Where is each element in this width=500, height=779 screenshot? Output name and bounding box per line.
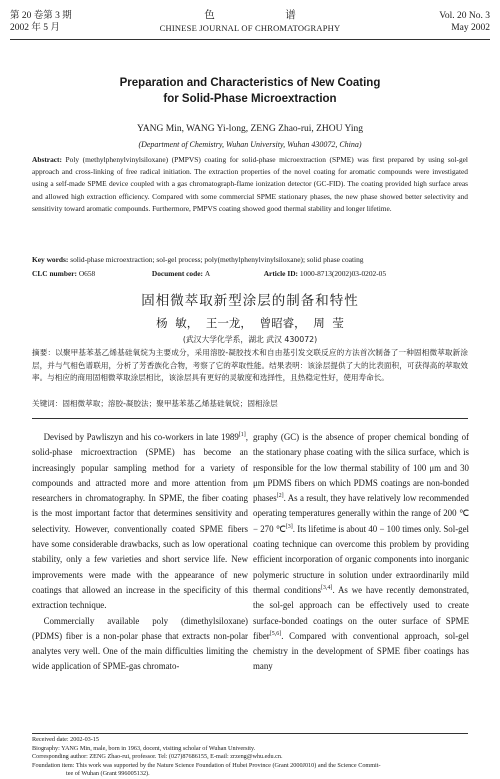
biography: Biography: YANG Min, male, born in 1963, docent, visiting scholar of Wuhan University. (32, 744, 256, 752)
foundation-item-continued: tee of Wuhan (Grant 996005132). (66, 770, 150, 778)
volume-issue-en: Vol. 20 No. 3 (439, 11, 490, 21)
citation-marker: [1] (238, 432, 246, 439)
abstract-label: Abstract: (32, 155, 62, 164)
foundation-item: Foundation item: This work was supported by the Nature Science Foundation of Hubei Province (Grant 2000J010) and the Science Commit- (32, 761, 381, 769)
affiliation: (Department of Chemistry, Wuhan University, Wuhan 430072, China) (138, 140, 362, 149)
running-header-journal (0, 10, 500, 34)
paper-title-cn: 固相微萃取新型涂层的制备和特性 (141, 293, 359, 309)
clc-value: O658 (78, 269, 96, 278)
author-list: YANG Min, WANG Yi-long, ZENG Zhao-rui, ZHOU Ying (136, 124, 364, 134)
body-paragraph: graphy (GC) is the absence of proper chemical bonding of the stationary phase coating with the silica surface, which is responsible for the low thermal stability of 100 μm and 30 μm PDMS fibers on which PDMS coatings are non-bonded phases[2]. As a result, they have relatively low recommended operating temperatures generally within the range of 200 ℃ − 270 ℃[3]. Its lifetime is about 40 − 100 times only. Sol-gel coating technique can overcome this problem by providing efficient incorporation of organic components into inorganic polymeric structure in solution under extraordinarily mild thermal conditions[3,4]. As we have recently demonstrated, the sol-gel approach can be effectively used to create surface-bonded coatings on the outer surface of SPME fiber[5,6]. Compared with conventional approach, sol-gel chemistry in the development of SPME fiber coatings has many (253, 432, 469, 672)
header-rule (10, 39, 490, 40)
corresponding-author: Corresponding author: ZENG Zhao-rui, professor. Tel: (027)87686155, E-mail: zrzeng@whu.edu.cn. (32, 753, 283, 761)
keywords-label: Key words: (32, 255, 69, 264)
title-line-1: Preparation and Characteristics of New Coating (119, 77, 381, 89)
keywords-text: solid-phase microextraction; sol-gel process; poly(methylphenylvinylsiloxane); solid phase coating (70, 255, 364, 264)
article-id-value: 1000-8713(2002)03-0202-05 (299, 269, 387, 278)
citation-marker: [3,4] (320, 585, 333, 591)
abstract-cn: 摘要：以聚甲基苯基乙烯基硅氧烷为主要成分，采用溶胶-凝胶技术和自由基引发交联反应的方法首次制备了一种固相微萃取新涂层，并与气相色谱联用，分析了芳香族化合物，考察了它的萃取性能。结果表明：该涂层提供了大的比表面积，可获得高的萃取效率。与相应的商用固相微萃取涂层相比，该涂层具有更好的灵敏度和选择性，且热稳定性好，使用寿命长。 (32, 348, 468, 383)
article-id-label: Article ID: (263, 269, 298, 278)
title-line-2: for Solid-Phase Microextraction (163, 93, 337, 105)
citation-marker: [3] (285, 523, 293, 530)
clc-label: CLC number: (32, 269, 77, 278)
date-cn: 2002 年 5 月 (10, 23, 60, 33)
citation-marker: [2] (276, 493, 284, 500)
keywords-en (32, 254, 468, 266)
footnotes (32, 736, 468, 779)
body-paragraph: Commercially available poly (dimethylsiloxane) (PDMS) fiber is a non-polar phase that extracts non-polar analytes very well. One of the main difficulties limiting the wide application of SPME-gas chromato- (32, 615, 248, 672)
doc-code-label: Document code: (151, 269, 203, 278)
body-column-right (253, 430, 469, 675)
abstract-text: Poly (methylphenylvinylsiloxane) (PMPVS) coating for solid-phase microextraction (SPME) was first prepared by using sol-gel approach and cross-linking of free radical initiation. The extraction properties of the novel coating for aromatic compounds were investigated using a self-made SPME device coupled with a gas chromatograph-flame ionization detector (GC-FID). The coating provided high surface areas and allowed high extraction efficiency. Compared with some commercial SPME stationary phases, the new phase showed better selectivity and sensitivity toward aromatic compounds. Furthermore, PMPVS coating showed good thermal stability and longer lifetime. (32, 155, 468, 213)
citation-marker: [5,6] (269, 630, 282, 637)
doc-code-value: A (204, 269, 211, 278)
running-header-right (439, 10, 490, 34)
footnote-rule (32, 733, 468, 734)
affiliation-cn: (武汉大学化学系，湖北 武汉 430072) (182, 335, 318, 344)
abstract-en (32, 154, 468, 215)
body-paragraph: Devised by Pawliszyn and his co-workers in late 1989[1], solid-phase microextraction (SPME) has become an increasingly popular sampling method for a variety of compounds and attracted more and more attention from researchers in chromatography. In SPME, the fiber coating is the most important factor that determines sensitivity and selectivity. However, conventionally coated SPME fibers have some considerable drawbacks, such as low operational stability, only a few varieties and short service life. New improvements were made with the appearance of new coatings that allowed an increase in the specificity of this extraction technique. (32, 432, 248, 611)
classification-line (32, 268, 468, 280)
journal-name-cn: 色 谱 (204, 10, 330, 21)
body-column-left (32, 430, 248, 675)
paper-title (0, 75, 500, 107)
journal-name-en: CHINESE JOURNAL OF CHROMATOGRAPHY (159, 23, 341, 33)
date-en: May 2002 (451, 23, 490, 33)
volume-issue-cn: 第 20 卷第 3 期 (10, 11, 72, 21)
keywords-cn: 关键词：固相微萃取；溶胶-凝胶法；聚甲基苯基乙烯基硅氧烷；固相涂层 (32, 399, 278, 408)
author-list-cn: 杨 敏， 王一龙， 曾昭睿， 周 莹 (156, 316, 344, 330)
received-date: Received date: 2002-03-15 (32, 736, 100, 743)
section-rule (32, 418, 468, 419)
